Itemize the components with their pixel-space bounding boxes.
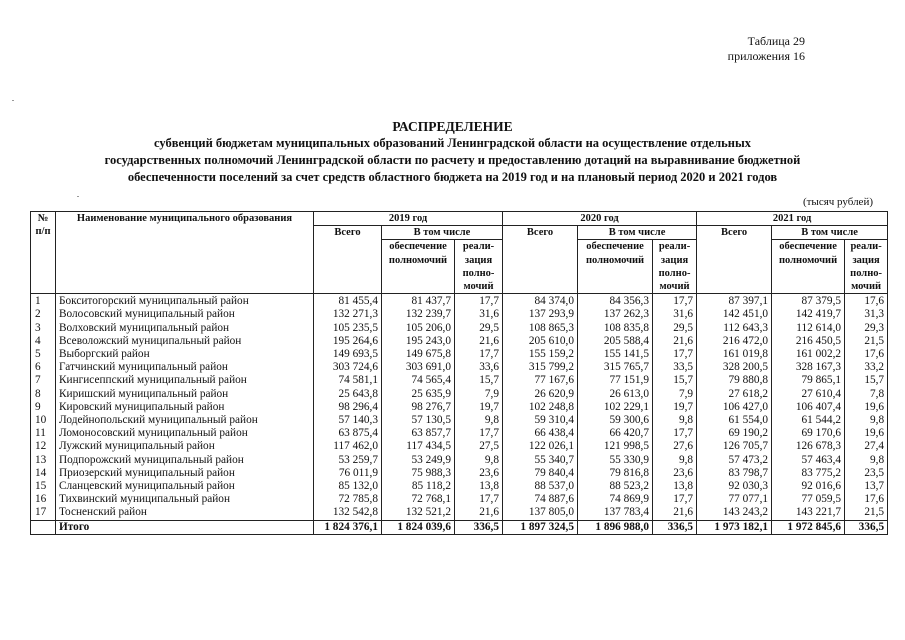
- value-cell: 17,7: [455, 427, 503, 440]
- row-number: 11: [31, 427, 56, 440]
- value-cell: 121 998,5: [578, 440, 653, 453]
- municipality-name: Гатчинский муниципальный район: [56, 361, 314, 374]
- table-row: [31, 454, 888, 467]
- value-cell: 161 002,2: [772, 348, 845, 361]
- value-cell: 27 610,4: [772, 388, 845, 401]
- value-cell: 66 438,4: [503, 427, 578, 440]
- row-number: 2: [31, 308, 56, 321]
- municipality-name: Лужский муниципальный район: [56, 440, 314, 453]
- row-number: 15: [31, 480, 56, 493]
- header-incl-2020: В том числе: [578, 226, 697, 240]
- value-cell: 66 420,7: [578, 427, 653, 440]
- subvention-table: [30, 211, 888, 535]
- value-cell: 27,4: [845, 440, 888, 453]
- table-body: [31, 294, 888, 520]
- header-provision-2020: обеспечение полномочий: [578, 240, 653, 294]
- value-cell: 205 610,0: [503, 335, 578, 348]
- header-total-2021: Всего: [697, 226, 772, 294]
- value-cell: 84 356,3: [578, 294, 653, 309]
- value-cell: 72 768,1: [382, 493, 455, 506]
- value-cell: 83 775,2: [772, 467, 845, 480]
- value-cell: 33,6: [455, 361, 503, 374]
- value-cell: 132 239,7: [382, 308, 455, 321]
- document-subtitle-line-1: субвенций бюджетам муниципальных образований Ленинградской области на осуществление отдельных: [153, 136, 751, 150]
- value-cell: 112 643,3: [697, 322, 772, 335]
- municipality-name: Лодейнопольский муниципальный район: [56, 414, 314, 427]
- header-num: № п/п: [31, 212, 56, 294]
- header-year-2021: 2021 год: [697, 212, 888, 226]
- value-cell: 74 581,1: [314, 374, 382, 387]
- table-row: [31, 467, 888, 480]
- table-header: [31, 212, 888, 294]
- value-cell: 106 407,4: [772, 401, 845, 414]
- value-cell: 105 235,5: [314, 322, 382, 335]
- row-number: 3: [31, 322, 56, 335]
- value-cell: 21,5: [845, 506, 888, 520]
- value-cell: 216 472,0: [697, 335, 772, 348]
- row-number: 9: [31, 401, 56, 414]
- header-realization-2019: реали- зация полно- мочий: [455, 240, 503, 294]
- value-cell: 17,7: [455, 493, 503, 506]
- value-cell: 26 613,0: [578, 388, 653, 401]
- value-cell: 77 151,9: [578, 374, 653, 387]
- row-number: 1: [31, 294, 56, 309]
- value-cell: 7,8: [845, 388, 888, 401]
- municipality-name: Кировский муниципальный район: [56, 401, 314, 414]
- value-cell: 74 869,9: [578, 493, 653, 506]
- value-cell: 17,7: [455, 294, 503, 309]
- value-cell: 55 330,9: [578, 454, 653, 467]
- value-cell: 69 170,6: [772, 427, 845, 440]
- municipality-name: Приозерский муниципальный район: [56, 467, 314, 480]
- value-cell: 25 643,8: [314, 388, 382, 401]
- value-cell: 17,7: [653, 493, 697, 506]
- value-cell: 23,6: [455, 467, 503, 480]
- table-row: [31, 414, 888, 427]
- table-row: [31, 493, 888, 506]
- value-cell: 57 140,3: [314, 414, 382, 427]
- value-cell: 137 783,4: [578, 506, 653, 520]
- table-row: [31, 401, 888, 414]
- value-cell: 161 019,8: [697, 348, 772, 361]
- value-cell: 81 455,4: [314, 294, 382, 309]
- row-number: 5: [31, 348, 56, 361]
- value-cell: 13,8: [455, 480, 503, 493]
- row-number: 6: [31, 361, 56, 374]
- municipality-name: Выборгский район: [56, 348, 314, 361]
- table-row: [31, 440, 888, 453]
- value-cell: 19,6: [845, 427, 888, 440]
- table-row: [31, 348, 888, 361]
- value-cell: 88 523,2: [578, 480, 653, 493]
- value-cell: 55 340,7: [503, 454, 578, 467]
- value-cell: 17,7: [455, 348, 503, 361]
- value-cell: 88 537,0: [503, 480, 578, 493]
- value-cell: 132 542,8: [314, 506, 382, 520]
- value-cell: 77 167,6: [503, 374, 578, 387]
- value-cell: 155 141,5: [578, 348, 653, 361]
- value-cell: 9,8: [845, 414, 888, 427]
- document-subtitle-line-2: государственных полномочий Ленинградской области по расчету и предоставлению дотаций на выравнивание бюджетной: [104, 153, 801, 167]
- municipality-name: Волосовский муниципальный район: [56, 308, 314, 321]
- value-cell: 122 026,1: [503, 440, 578, 453]
- total-num-cell: [31, 520, 56, 534]
- units-label: (тысяч рублей): [802, 196, 873, 208]
- value-cell: 31,6: [455, 308, 503, 321]
- value-cell: 17,6: [845, 493, 888, 506]
- value-cell: 126 705,7: [697, 440, 772, 453]
- value-cell: 29,5: [455, 322, 503, 335]
- value-cell: 195 243,0: [382, 335, 455, 348]
- header-total-2020: Всего: [503, 226, 578, 294]
- value-cell: 142 419,7: [772, 308, 845, 321]
- row-number: 4: [31, 335, 56, 348]
- value-cell: 137 293,9: [503, 308, 578, 321]
- value-cell: 137 262,3: [578, 308, 653, 321]
- value-cell: 85 132,0: [314, 480, 382, 493]
- value-cell: 9,8: [455, 454, 503, 467]
- value-cell: 72 785,8: [314, 493, 382, 506]
- value-cell: 102 248,8: [503, 401, 578, 414]
- value-cell: 61 554,0: [697, 414, 772, 427]
- value-cell: 17,7: [653, 427, 697, 440]
- scan-speck: [77, 196, 79, 197]
- value-cell: 21,5: [845, 335, 888, 348]
- value-cell: 57 473,2: [697, 454, 772, 467]
- value-cell: 15,7: [455, 374, 503, 387]
- header-realization-2020: реали- зация полно- мочий: [653, 240, 697, 294]
- total-value: 1 972 845,6: [772, 520, 845, 534]
- total-value: 336,5: [845, 520, 888, 534]
- value-cell: 61 544,2: [772, 414, 845, 427]
- value-cell: 85 118,2: [382, 480, 455, 493]
- table-reference: [728, 34, 805, 64]
- table-row: [31, 374, 888, 387]
- value-cell: 59 300,6: [578, 414, 653, 427]
- value-cell: 137 805,0: [503, 506, 578, 520]
- value-cell: 63 857,7: [382, 427, 455, 440]
- value-cell: 21,6: [455, 506, 503, 520]
- header-year-2020: 2020 год: [503, 212, 697, 226]
- value-cell: 74 565,4: [382, 374, 455, 387]
- value-cell: 25 635,9: [382, 388, 455, 401]
- value-cell: 59 310,4: [503, 414, 578, 427]
- value-cell: 17,7: [653, 348, 697, 361]
- value-cell: 27 618,2: [697, 388, 772, 401]
- value-cell: 155 159,2: [503, 348, 578, 361]
- value-cell: 77 077,1: [697, 493, 772, 506]
- value-cell: 17,6: [845, 348, 888, 361]
- value-cell: 76 011,9: [314, 467, 382, 480]
- value-cell: 15,7: [845, 374, 888, 387]
- table-row: [31, 506, 888, 520]
- header-incl-2019: В том числе: [382, 226, 503, 240]
- value-cell: 19,6: [845, 401, 888, 414]
- value-cell: 13,8: [653, 480, 697, 493]
- value-cell: 142 451,0: [697, 308, 772, 321]
- value-cell: 328 167,3: [772, 361, 845, 374]
- value-cell: 79 816,8: [578, 467, 653, 480]
- document-title: РАСПРЕДЕЛЕНИЕ: [392, 119, 513, 134]
- value-cell: 79 840,4: [503, 467, 578, 480]
- header-name: Наименование муниципального образования: [56, 212, 314, 294]
- total-value: 336,5: [455, 520, 503, 534]
- table-row: [31, 480, 888, 493]
- row-number: 14: [31, 467, 56, 480]
- municipality-name: Подпорожский муниципальный район: [56, 454, 314, 467]
- table-row: [31, 361, 888, 374]
- value-cell: 79 865,1: [772, 374, 845, 387]
- value-cell: 132 271,3: [314, 308, 382, 321]
- value-cell: 7,9: [653, 388, 697, 401]
- value-cell: 108 835,8: [578, 322, 653, 335]
- header-total-2019: Всего: [314, 226, 382, 294]
- value-cell: 84 374,0: [503, 294, 578, 309]
- value-cell: 33,5: [653, 361, 697, 374]
- total-value: 1 824 039,6: [382, 520, 455, 534]
- total-label: Итого: [56, 520, 314, 534]
- value-cell: 21,6: [455, 335, 503, 348]
- value-cell: 126 678,3: [772, 440, 845, 453]
- row-number: 17: [31, 506, 56, 520]
- value-cell: 15,7: [653, 374, 697, 387]
- value-cell: 81 437,7: [382, 294, 455, 309]
- row-number: 13: [31, 454, 56, 467]
- value-cell: 303 724,6: [314, 361, 382, 374]
- value-cell: 205 588,4: [578, 335, 653, 348]
- value-cell: 106 427,0: [697, 401, 772, 414]
- municipality-name: Киришский муниципальный район: [56, 388, 314, 401]
- value-cell: 75 988,3: [382, 467, 455, 480]
- value-cell: 108 865,3: [503, 322, 578, 335]
- value-cell: 23,5: [845, 467, 888, 480]
- value-cell: 17,7: [653, 294, 697, 309]
- value-cell: 19,7: [455, 401, 503, 414]
- table-row: [31, 294, 888, 309]
- municipality-name: Тосненский район: [56, 506, 314, 520]
- header-provision-2021: обеспечение полномочий: [772, 240, 845, 294]
- municipality-name: Тихвинский муниципальный район: [56, 493, 314, 506]
- value-cell: 112 614,0: [772, 322, 845, 335]
- row-number: 8: [31, 388, 56, 401]
- value-cell: 23,6: [653, 467, 697, 480]
- total-value: 1 973 182,1: [697, 520, 772, 534]
- value-cell: 98 296,4: [314, 401, 382, 414]
- total-value: 1 897 324,5: [503, 520, 578, 534]
- header-realization-2021: реали- зация полно- мочий: [845, 240, 888, 294]
- municipality-name: Волховский муниципальный район: [56, 322, 314, 335]
- row-number: 12: [31, 440, 56, 453]
- value-cell: 87 379,5: [772, 294, 845, 309]
- value-cell: 315 799,2: [503, 361, 578, 374]
- value-cell: 9,8: [845, 454, 888, 467]
- value-cell: 53 249,9: [382, 454, 455, 467]
- header-incl-2021: В том числе: [772, 226, 888, 240]
- total-value: 1 824 376,1: [314, 520, 382, 534]
- value-cell: 149 693,5: [314, 348, 382, 361]
- value-cell: 33,2: [845, 361, 888, 374]
- value-cell: 87 397,1: [697, 294, 772, 309]
- value-cell: 328 200,5: [697, 361, 772, 374]
- row-number: 7: [31, 374, 56, 387]
- value-cell: 27,6: [653, 440, 697, 453]
- value-cell: 216 450,5: [772, 335, 845, 348]
- row-number: 16: [31, 493, 56, 506]
- municipality-name: Всеволожский муниципальный район: [56, 335, 314, 348]
- value-cell: 31,6: [653, 308, 697, 321]
- municipality-name: Кингисеппский муниципальный район: [56, 374, 314, 387]
- value-cell: 27,5: [455, 440, 503, 453]
- value-cell: 303 691,0: [382, 361, 455, 374]
- total-row: [31, 520, 888, 534]
- total-value: 1 896 988,0: [578, 520, 653, 534]
- value-cell: 21,6: [653, 506, 697, 520]
- value-cell: 9,8: [653, 454, 697, 467]
- value-cell: 31,3: [845, 308, 888, 321]
- table-row: [31, 427, 888, 440]
- value-cell: 29,3: [845, 322, 888, 335]
- value-cell: 79 880,8: [697, 374, 772, 387]
- value-cell: 63 875,4: [314, 427, 382, 440]
- value-cell: 21,6: [653, 335, 697, 348]
- row-number: 10: [31, 414, 56, 427]
- value-cell: 92 016,6: [772, 480, 845, 493]
- table-number: Таблица 29: [747, 34, 805, 48]
- table-footer: [31, 520, 888, 534]
- value-cell: 17,6: [845, 294, 888, 309]
- value-cell: 143 243,2: [697, 506, 772, 520]
- municipality-name: Ломоносовский муниципальный район: [56, 427, 314, 440]
- value-cell: 132 521,2: [382, 506, 455, 520]
- table-row: [31, 335, 888, 348]
- table-row: [31, 308, 888, 321]
- header-provision-2019: обеспечение полномочий: [382, 240, 455, 294]
- value-cell: 9,8: [455, 414, 503, 427]
- value-cell: 7,9: [455, 388, 503, 401]
- table-row: [31, 388, 888, 401]
- value-cell: 57 463,4: [772, 454, 845, 467]
- value-cell: 149 675,8: [382, 348, 455, 361]
- value-cell: 92 030,3: [697, 480, 772, 493]
- municipality-name: Сланцевский муниципальный район: [56, 480, 314, 493]
- table-row: [31, 322, 888, 335]
- value-cell: 53 259,7: [314, 454, 382, 467]
- value-cell: 105 206,0: [382, 322, 455, 335]
- value-cell: 29,5: [653, 322, 697, 335]
- total-value: 336,5: [653, 520, 697, 534]
- value-cell: 98 276,7: [382, 401, 455, 414]
- value-cell: 117 434,5: [382, 440, 455, 453]
- value-cell: 26 620,9: [503, 388, 578, 401]
- header-year-2019: 2019 год: [314, 212, 503, 226]
- municipality-name: Бокситогорский муниципальный район: [56, 294, 314, 309]
- value-cell: 69 190,2: [697, 427, 772, 440]
- value-cell: 77 059,5: [772, 493, 845, 506]
- value-cell: 9,8: [653, 414, 697, 427]
- value-cell: 19,7: [653, 401, 697, 414]
- value-cell: 74 887,6: [503, 493, 578, 506]
- scan-speck: [12, 100, 14, 101]
- appendix-number: приложения 16: [727, 49, 805, 63]
- value-cell: 13,7: [845, 480, 888, 493]
- value-cell: 143 221,7: [772, 506, 845, 520]
- value-cell: 83 798,7: [697, 467, 772, 480]
- document-subtitle-line-3: обеспеченности поселений за счет средств областного бюджета на 2019 год и на плановый период 2020 и 2021 годов: [127, 170, 778, 184]
- value-cell: 195 264,6: [314, 335, 382, 348]
- value-cell: 117 462,0: [314, 440, 382, 453]
- value-cell: 57 130,5: [382, 414, 455, 427]
- value-cell: 102 229,1: [578, 401, 653, 414]
- value-cell: 315 765,7: [578, 361, 653, 374]
